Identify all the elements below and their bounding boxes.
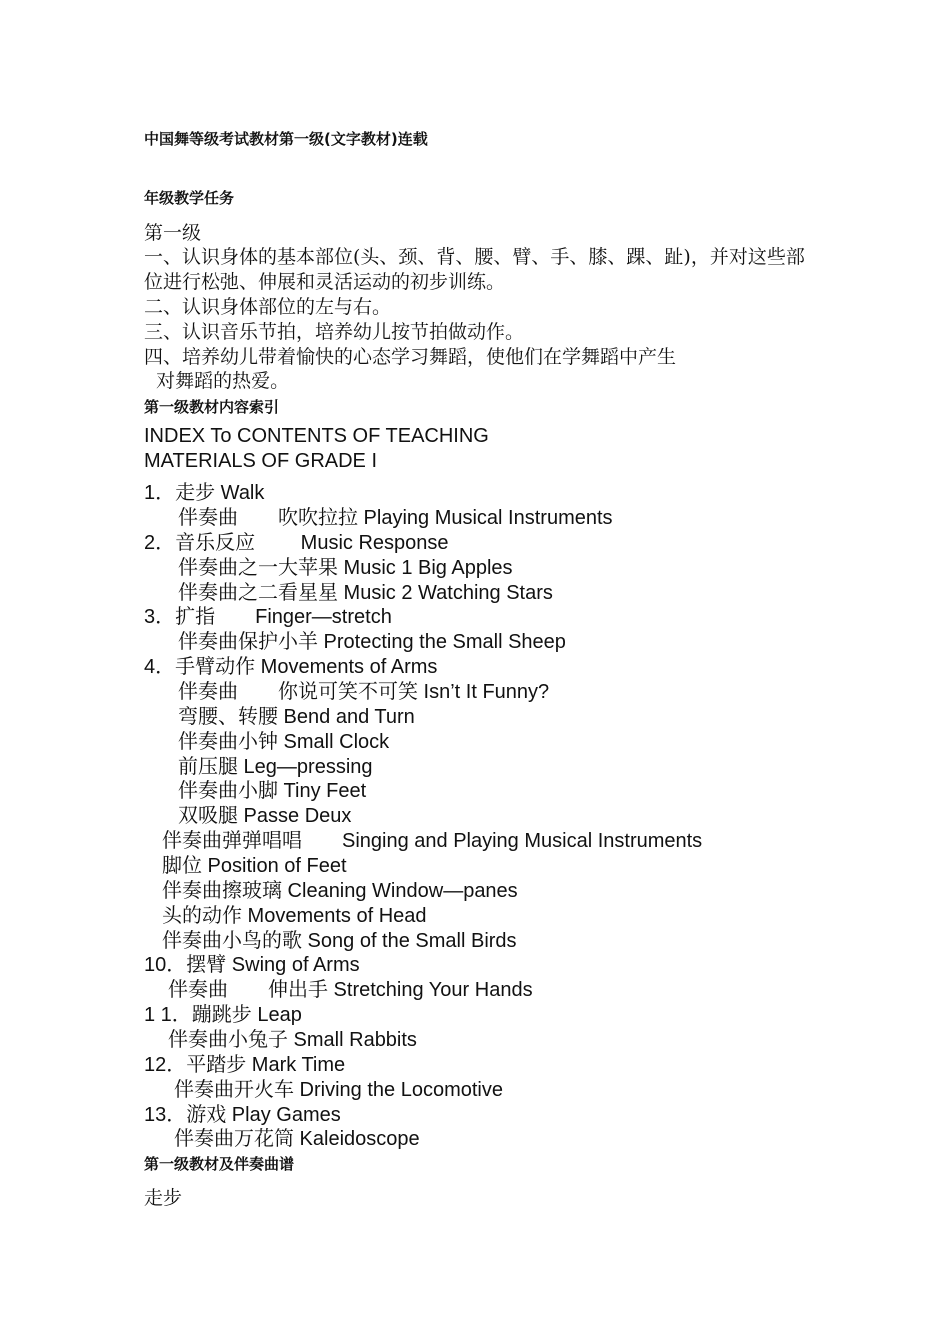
index-item: 伴奏曲 你说可笑不可笑 Isn’t It Funny? (178, 681, 550, 703)
index-item: 双吸腿 Passe Deux (178, 805, 352, 827)
index-item: 伴奏曲开火车 Driving the Locomotive (174, 1079, 503, 1101)
index-item: 12．平踏步 Mark Time (144, 1054, 346, 1076)
task-line: 第一级 (144, 222, 202, 244)
index-item: 2．音乐反应 Music Response (144, 532, 449, 554)
index-item: 伴奏曲之一大苹果 Music 1 Big Apples (178, 557, 513, 579)
task-line: 四、培养幼儿带着愉快的心态学习舞蹈，使他们在学舞蹈中产生 (144, 346, 677, 368)
index-item: 伴奏曲小钟 Small Clock (178, 731, 390, 753)
materials-heading: 第一级教材及伴奏曲谱 (144, 1155, 295, 1173)
document-title: 中国舞等级考试教材第一级(文字教材)连载 (144, 130, 428, 148)
task-line: 位进行松弛、伸展和灵活运动的初步训练。 (144, 271, 506, 293)
index-item: 10．摆臂 Swing of Arms (144, 954, 360, 976)
index-item: 伴奏曲 吹吹拉拉 Playing Musical Instruments (178, 507, 613, 529)
index-item: 伴奏曲小脚 Tiny Feet (178, 780, 367, 802)
index-item: 脚位 Position of Feet (162, 855, 347, 877)
index-item: 3．扩指 Finger—stretch (144, 606, 392, 628)
task-line: 三、认识音乐节拍，培养幼儿按节拍做动作。 (144, 321, 525, 343)
index-item: 伴奏曲小鸟的歌 Song of the Small Birds (162, 930, 517, 952)
index-item: 伴奏曲弹弹唱唱 Singing and Playing Musical Instruments (162, 830, 703, 852)
index-item: 伴奏曲万花筒 Kaleidoscope (174, 1128, 420, 1150)
tasks-heading: 年级教学任务 (144, 189, 235, 207)
task-line: 一、认识身体的基本部位(头、颈、背、腰、臂、手、膝、踝、趾)，并对这些部 (144, 246, 805, 268)
index-item: 伴奏曲擦玻璃 Cleaning Window—panes (162, 880, 518, 902)
index-heading: 第一级教材内容索引 (144, 398, 280, 416)
index-item: 弯腰、转腰 Bend and Turn (178, 706, 415, 728)
index-item: 13．游戏 Play Games (144, 1104, 341, 1126)
index-title-line-1: INDEX To CONTENTS OF TEACHING (144, 425, 489, 447)
task-line: 对舞蹈的热爱。 (144, 370, 290, 392)
index-item: 1 1．蹦跳步 Leap (144, 1004, 302, 1026)
index-item: 4．手臂动作 Movements of Arms (144, 656, 438, 678)
index-item: 伴奏曲 伸出手 Stretching Your Hands (168, 979, 533, 1001)
index-item: 前压腿 Leg—pressing (178, 756, 373, 778)
section-title-walk: 走步 (144, 1187, 183, 1209)
index-title-line-2: MATERIALS OF GRADE I (144, 450, 377, 472)
index-item: 伴奏曲之二看星星 Music 2 Watching Stars (178, 582, 553, 604)
task-line: 二、认识身体部位的左与右。 (144, 296, 392, 318)
index-item: 伴奏曲保护小羊 Protecting the Small Sheep (178, 631, 566, 653)
index-item: 头的动作 Movements of Head (162, 905, 427, 927)
index-item: 1．走步 Walk (144, 482, 265, 504)
index-item: 伴奏曲小兔子 Small Rabbits (168, 1029, 417, 1051)
